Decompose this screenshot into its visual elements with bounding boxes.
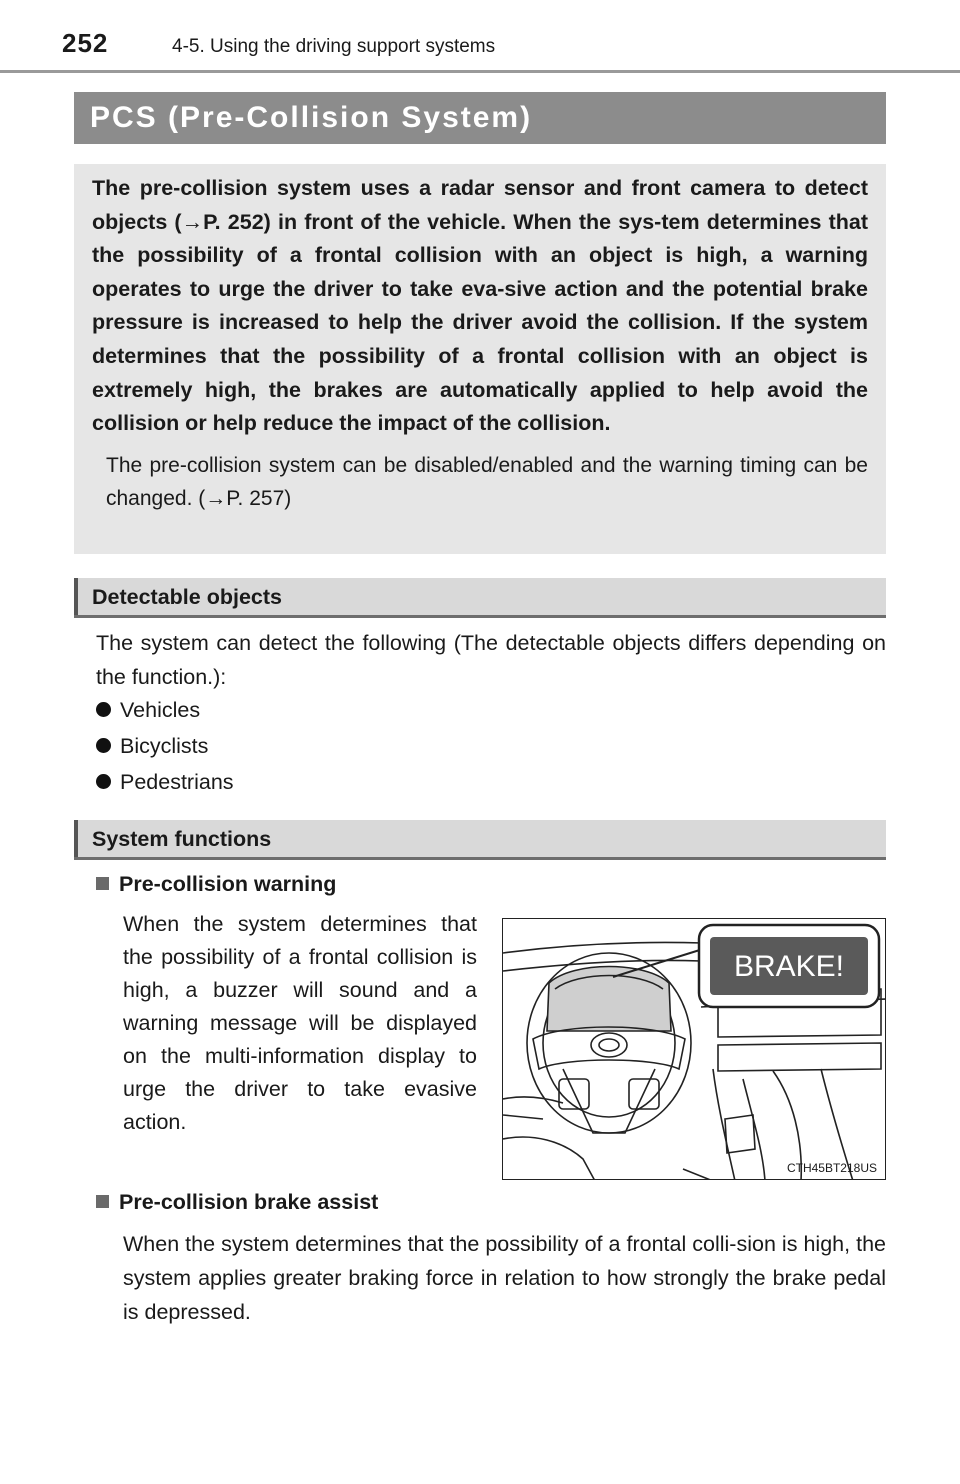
- intro-bold-text: The pre-collision system uses a radar sensor and front camera to detect objects (→P. 252) in front of the vehicle. When the sys-tem determines that the possibility of a frontal collision with an object is high, a warning operates to urge the driver to take eva-sive action and the potential brake pressure is increased to help the driver avoid the collision. If the system determines that the possibility of a frontal collision with an object is extremely high, the brakes are automatically applied to help avoid the collision or help reduce the impact of the collision.: [92, 176, 868, 436]
- figure-code: CTH45BT218US: [786, 1161, 877, 1175]
- list-item-label: Vehicles: [120, 698, 201, 722]
- system-functions-heading: [74, 820, 886, 860]
- intro-note-text: The pre-collision system can be disabled/enabled and the warning timing can be changed. (→P. 257): [106, 453, 868, 510]
- pre-collision-brake-assist-heading: [96, 1190, 378, 1215]
- system-functions-heading-label: System functions: [92, 827, 272, 851]
- pre-collision-brake-assist-text: When the system determines that the possibility of a frontal colli-sion is high, the system applies greater braking force in relation to how strongly the brake pedal is depressed.: [123, 1232, 886, 1324]
- list-item: [96, 734, 208, 759]
- page-title: PCS (Pre-Collision System): [90, 101, 533, 134]
- page-title-bar: [74, 92, 886, 144]
- brake-warning-message: BRAKE!: [733, 950, 845, 983]
- detectable-intro-text: The system can detect the following (The detectable objects differs depending on the function.):: [96, 631, 886, 689]
- steering-wheel-dashboard-icon: [503, 919, 886, 1180]
- pre-collision-warning-title: Pre-collision warning: [119, 872, 337, 896]
- list-item: [96, 770, 234, 795]
- intro-box: [74, 164, 886, 554]
- header-divider: [0, 70, 960, 73]
- list-item: [96, 698, 200, 723]
- pre-collision-warning-heading: [96, 872, 336, 897]
- detectable-objects-heading: [74, 578, 886, 618]
- square-bullet-icon: [96, 1195, 109, 1208]
- pre-collision-brake-assist-title: Pre-collision brake assist: [119, 1190, 379, 1214]
- square-bullet-icon: [96, 877, 109, 890]
- dashboard-illustration: [502, 918, 886, 1180]
- page-header: [0, 0, 960, 76]
- bullet-icon: [96, 738, 111, 753]
- section-path: 4-5. Using the driving support systems: [172, 36, 496, 57]
- page-number: 252: [62, 28, 109, 58]
- pre-collision-warning-text: When the system determines that the possibility of a frontal collision is high, a buzzer will sound and a warning message will be displayed on the multi-information display to urge the driver to take evasive action.: [123, 912, 477, 1134]
- detectable-objects-heading-label: Detectable objects: [92, 585, 282, 609]
- bullet-icon: [96, 774, 111, 789]
- list-item-label: Pedestrians: [120, 770, 234, 794]
- bullet-icon: [96, 702, 111, 717]
- list-item-label: Bicyclists: [120, 734, 209, 758]
